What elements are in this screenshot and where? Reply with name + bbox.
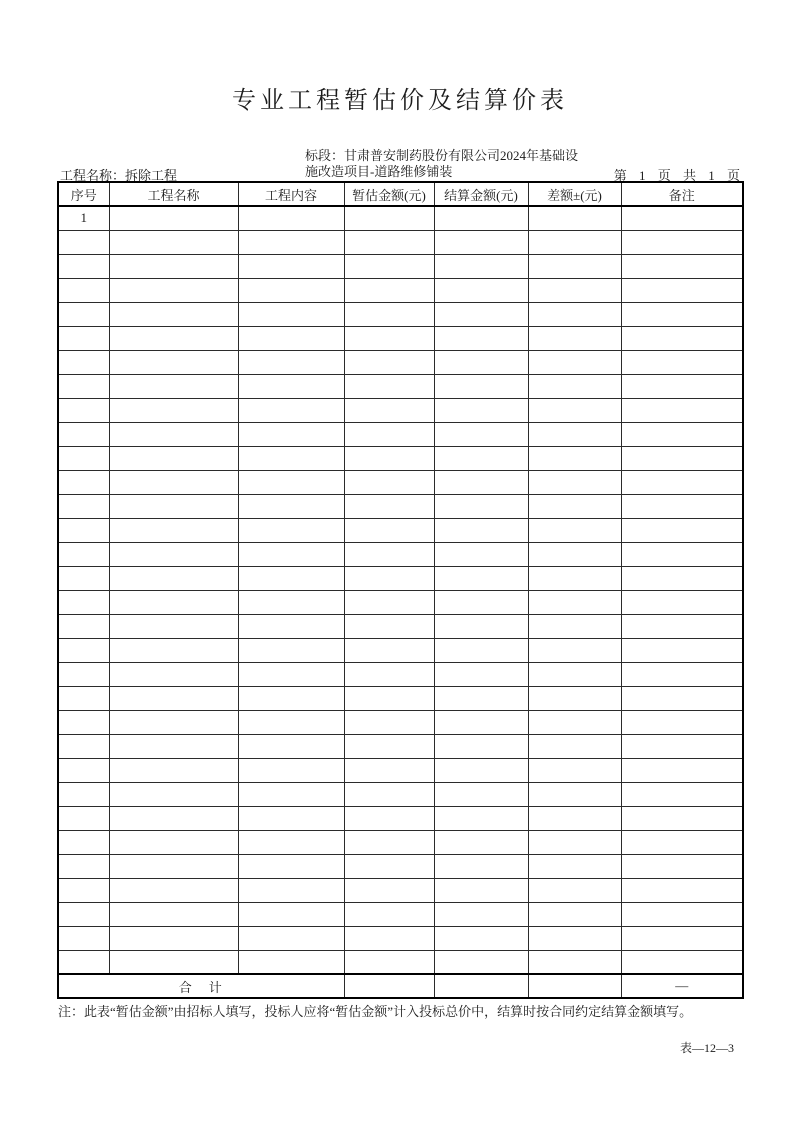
table-row xyxy=(58,614,743,638)
table-cell xyxy=(344,374,434,398)
table-cell xyxy=(238,590,344,614)
col-header-project-name: 工程名称 xyxy=(109,182,238,206)
table-cell xyxy=(621,374,743,398)
table-row xyxy=(58,230,743,254)
table-row xyxy=(58,662,743,686)
table-cell xyxy=(621,854,743,878)
table-cell xyxy=(344,830,434,854)
table-cell xyxy=(344,734,434,758)
project-name-value: 拆除工程 xyxy=(125,168,178,183)
table-cell xyxy=(621,230,743,254)
table-row xyxy=(58,782,743,806)
table-cell xyxy=(434,518,528,542)
table-row xyxy=(58,590,743,614)
table-cell xyxy=(528,422,621,446)
table-cell xyxy=(238,566,344,590)
table-cell xyxy=(434,902,528,926)
table-cell xyxy=(528,278,621,302)
table-cell xyxy=(434,830,528,854)
table-cell xyxy=(621,734,743,758)
table-row xyxy=(58,470,743,494)
table-cell xyxy=(109,398,238,422)
table-cell xyxy=(344,254,434,278)
table-cell xyxy=(109,206,238,230)
section-line-2 xyxy=(305,164,615,180)
table-cell xyxy=(434,806,528,830)
table-cell xyxy=(109,470,238,494)
table-cell xyxy=(528,326,621,350)
table-cell xyxy=(528,374,621,398)
table-cell xyxy=(621,494,743,518)
table-cell xyxy=(109,758,238,782)
table-row xyxy=(58,374,743,398)
table-cell xyxy=(344,278,434,302)
table-cell xyxy=(344,902,434,926)
table-cell xyxy=(109,854,238,878)
table-cell xyxy=(58,638,109,662)
col-header-settlement-amount: 结算金额(元) xyxy=(434,182,528,206)
table-cell xyxy=(621,470,743,494)
table-cell xyxy=(621,302,743,326)
table-cell xyxy=(109,830,238,854)
table-cell xyxy=(344,302,434,326)
table-cell xyxy=(238,638,344,662)
table-cell xyxy=(344,518,434,542)
table-cell xyxy=(621,326,743,350)
table-cell xyxy=(238,758,344,782)
table-cell xyxy=(621,926,743,950)
table-cell xyxy=(528,758,621,782)
total-settlement-cell xyxy=(434,974,528,998)
table-row xyxy=(58,326,743,350)
table-cell xyxy=(238,950,344,974)
table-cell xyxy=(109,518,238,542)
table-cell xyxy=(238,518,344,542)
table-cell xyxy=(58,422,109,446)
table-cell xyxy=(434,926,528,950)
table-cell xyxy=(621,782,743,806)
table-cell xyxy=(528,638,621,662)
table-cell xyxy=(344,710,434,734)
table-cell xyxy=(434,302,528,326)
table-cell xyxy=(109,782,238,806)
table-cell xyxy=(528,926,621,950)
table-cell xyxy=(238,470,344,494)
table-row xyxy=(58,446,743,470)
table-cell xyxy=(238,902,344,926)
table-cell xyxy=(344,350,434,374)
section-text-1: 甘肃普安制药股份有限公司2024年基础设 xyxy=(344,148,579,163)
table-cell xyxy=(434,614,528,638)
table-cell xyxy=(434,854,528,878)
total-row xyxy=(58,974,743,998)
table-row xyxy=(58,878,743,902)
total-provisional-cell xyxy=(344,974,434,998)
table-cell xyxy=(528,470,621,494)
table-cell xyxy=(109,926,238,950)
table-cell xyxy=(434,230,528,254)
table-row xyxy=(58,254,743,278)
table-cell xyxy=(528,230,621,254)
table-cell xyxy=(621,542,743,566)
table-cell xyxy=(344,806,434,830)
table-cell xyxy=(58,902,109,926)
section-label: 标段： xyxy=(305,148,345,163)
table-cell xyxy=(238,830,344,854)
table-cell xyxy=(344,686,434,710)
table-cell xyxy=(621,686,743,710)
table-cell xyxy=(434,542,528,566)
table-cell xyxy=(434,494,528,518)
table-cell xyxy=(238,374,344,398)
table-cell xyxy=(238,662,344,686)
table-cell xyxy=(344,230,434,254)
table-cell xyxy=(109,422,238,446)
table-cell xyxy=(434,710,528,734)
table-cell xyxy=(238,878,344,902)
table-cell xyxy=(434,326,528,350)
table-cell xyxy=(109,710,238,734)
table-cell xyxy=(344,854,434,878)
table-cell xyxy=(434,374,528,398)
table-row xyxy=(58,278,743,302)
table-cell xyxy=(528,254,621,278)
table-cell xyxy=(58,614,109,638)
table-cell xyxy=(344,470,434,494)
table-cell xyxy=(58,926,109,950)
table-cell xyxy=(528,446,621,470)
table-cell xyxy=(434,782,528,806)
table-cell xyxy=(344,662,434,686)
table-cell xyxy=(528,782,621,806)
table-cell xyxy=(434,638,528,662)
table-cell xyxy=(109,734,238,758)
table-cell xyxy=(344,446,434,470)
col-header-seq: 序号 xyxy=(58,182,109,206)
total-remarks-cell: — xyxy=(621,974,743,998)
section-text-2: 施改造项目-道路维修铺装 xyxy=(305,164,453,179)
table-cell xyxy=(238,398,344,422)
table-cell xyxy=(528,542,621,566)
table-cell xyxy=(434,662,528,686)
table-cell xyxy=(238,350,344,374)
table-cell xyxy=(109,638,238,662)
table-cell xyxy=(434,878,528,902)
table-row xyxy=(58,542,743,566)
total-difference-cell xyxy=(528,974,621,998)
table-cell xyxy=(58,950,109,974)
table-cell xyxy=(528,734,621,758)
table-row xyxy=(58,950,743,974)
table-row xyxy=(58,830,743,854)
table-cell xyxy=(528,854,621,878)
table-cell xyxy=(344,398,434,422)
col-header-project-content: 工程内容 xyxy=(238,182,344,206)
table-cell xyxy=(58,542,109,566)
table-cell xyxy=(109,494,238,518)
table-cell xyxy=(344,590,434,614)
table-cell xyxy=(238,230,344,254)
table-cell xyxy=(434,206,528,230)
table-cell xyxy=(621,806,743,830)
table-cell xyxy=(238,926,344,950)
table-cell xyxy=(528,302,621,326)
table-cell xyxy=(528,566,621,590)
table-cell xyxy=(109,806,238,830)
table-cell xyxy=(621,590,743,614)
table-cell xyxy=(109,278,238,302)
form-number: 表—12—3 xyxy=(679,1041,734,1055)
table-cell xyxy=(344,614,434,638)
table-cell xyxy=(621,446,743,470)
table-cell xyxy=(58,398,109,422)
table-cell xyxy=(434,398,528,422)
table-cell xyxy=(528,494,621,518)
table-body xyxy=(58,206,743,974)
table-cell xyxy=(238,302,344,326)
table-cell xyxy=(58,662,109,686)
table-cell xyxy=(621,902,743,926)
table-cell xyxy=(109,878,238,902)
table-cell xyxy=(58,758,109,782)
table-cell xyxy=(344,950,434,974)
table-cell xyxy=(621,398,743,422)
table-cell xyxy=(109,614,238,638)
table-row xyxy=(58,806,743,830)
table-cell xyxy=(109,254,238,278)
table-cell xyxy=(58,254,109,278)
table-cell xyxy=(344,206,434,230)
table-cell xyxy=(109,686,238,710)
table-cell xyxy=(58,470,109,494)
table-cell xyxy=(528,206,621,230)
table-cell xyxy=(528,686,621,710)
table-cell xyxy=(528,350,621,374)
table-row xyxy=(58,422,743,446)
table-cell xyxy=(344,782,434,806)
table-cell xyxy=(621,830,743,854)
table-cell xyxy=(434,686,528,710)
table-row xyxy=(58,518,743,542)
table-cell xyxy=(344,878,434,902)
table-cell xyxy=(238,854,344,878)
col-header-difference: 差额±(元) xyxy=(528,182,621,206)
table-cell xyxy=(58,806,109,830)
table-cell xyxy=(621,422,743,446)
table-cell xyxy=(621,206,743,230)
table-cell xyxy=(109,542,238,566)
table-cell xyxy=(621,254,743,278)
table-cell xyxy=(528,518,621,542)
table-cell xyxy=(109,902,238,926)
table-cell xyxy=(434,422,528,446)
table-row xyxy=(58,758,743,782)
table-row xyxy=(58,350,743,374)
table-cell xyxy=(238,686,344,710)
table-cell xyxy=(528,662,621,686)
table-row xyxy=(58,494,743,518)
table-row xyxy=(58,566,743,590)
table-cell xyxy=(621,518,743,542)
table-cell xyxy=(238,614,344,638)
page-indicator: 第 1 页 共 1 页 xyxy=(613,168,740,183)
col-header-remarks: 备注 xyxy=(621,182,743,206)
table-cell xyxy=(434,566,528,590)
table-row xyxy=(58,302,743,326)
table-cell xyxy=(58,446,109,470)
table-cell xyxy=(344,566,434,590)
table-cell xyxy=(621,662,743,686)
table-cell xyxy=(528,878,621,902)
section-line-1 xyxy=(305,148,615,164)
table-cell xyxy=(344,758,434,782)
table-cell xyxy=(238,542,344,566)
table-cell xyxy=(344,638,434,662)
table-cell xyxy=(58,494,109,518)
table-cell xyxy=(58,734,109,758)
table-cell xyxy=(621,710,743,734)
table-cell xyxy=(238,446,344,470)
table-cell xyxy=(344,542,434,566)
table-cell xyxy=(58,302,109,326)
table-cell xyxy=(621,758,743,782)
table-cell xyxy=(621,878,743,902)
table-cell xyxy=(109,350,238,374)
table-cell xyxy=(238,278,344,302)
table-cell xyxy=(109,302,238,326)
table-cell xyxy=(621,614,743,638)
table-row xyxy=(58,398,743,422)
table-cell xyxy=(528,950,621,974)
table-cell xyxy=(238,206,344,230)
page-title: 专业工程暂估价及结算价表 xyxy=(232,88,568,114)
table-cell xyxy=(58,518,109,542)
table-header-row xyxy=(58,182,743,206)
table-cell xyxy=(238,326,344,350)
project-name-label: 工程名称： xyxy=(60,168,126,183)
table-cell xyxy=(58,710,109,734)
table-cell xyxy=(528,710,621,734)
table-cell xyxy=(434,950,528,974)
table-cell xyxy=(434,470,528,494)
table-cell xyxy=(238,806,344,830)
table-cell xyxy=(621,350,743,374)
table-cell xyxy=(621,638,743,662)
table-cell xyxy=(58,566,109,590)
table-row xyxy=(58,902,743,926)
table-cell xyxy=(58,230,109,254)
table-cell xyxy=(109,590,238,614)
table-cell xyxy=(58,854,109,878)
table-cell xyxy=(434,278,528,302)
table-cell xyxy=(58,590,109,614)
table-cell xyxy=(528,902,621,926)
table-cell xyxy=(58,326,109,350)
table-cell xyxy=(109,662,238,686)
table-cell xyxy=(58,350,109,374)
table-cell xyxy=(434,734,528,758)
table-cell xyxy=(434,590,528,614)
table-cell xyxy=(58,878,109,902)
table-cell xyxy=(58,830,109,854)
table-cell xyxy=(109,566,238,590)
table-row xyxy=(58,710,743,734)
table-cell xyxy=(528,590,621,614)
table-row xyxy=(58,638,743,662)
footnote: 注：此表“暂估金额”由招标人填写，投标人应将“暂估金额”计入投标总价中，结算时按合同约定结算金额填写。 xyxy=(58,1004,693,1019)
provisional-price-table xyxy=(57,181,744,999)
table-cell xyxy=(109,374,238,398)
table-cell xyxy=(621,950,743,974)
table-cell xyxy=(434,350,528,374)
table-row xyxy=(58,734,743,758)
table-cell xyxy=(238,494,344,518)
table-cell xyxy=(238,422,344,446)
table-row xyxy=(58,854,743,878)
table-cell xyxy=(238,710,344,734)
table-cell xyxy=(621,278,743,302)
table-row xyxy=(58,206,743,230)
table-cell xyxy=(344,326,434,350)
table-cell xyxy=(528,830,621,854)
table-cell xyxy=(434,758,528,782)
table-row xyxy=(58,926,743,950)
table-cell xyxy=(109,230,238,254)
table-cell xyxy=(109,326,238,350)
table-cell xyxy=(344,926,434,950)
table-cell xyxy=(238,254,344,278)
table-cell xyxy=(434,446,528,470)
table-cell xyxy=(58,782,109,806)
table-cell xyxy=(58,278,109,302)
table-cell xyxy=(344,422,434,446)
section-block xyxy=(305,148,615,180)
table-cell xyxy=(344,494,434,518)
table-cell xyxy=(528,614,621,638)
table-row xyxy=(58,686,743,710)
total-label: 合 计 xyxy=(58,974,344,998)
col-header-provisional-amount: 暂估金额(元) xyxy=(344,182,434,206)
table-cell xyxy=(238,734,344,758)
table-cell xyxy=(58,686,109,710)
table-cell xyxy=(528,806,621,830)
table-cell xyxy=(58,374,109,398)
table-cell xyxy=(109,446,238,470)
table-cell xyxy=(621,566,743,590)
table-cell: 1 xyxy=(58,206,109,230)
table-cell xyxy=(238,782,344,806)
table-cell xyxy=(528,398,621,422)
table-cell xyxy=(434,254,528,278)
table-cell xyxy=(109,950,238,974)
